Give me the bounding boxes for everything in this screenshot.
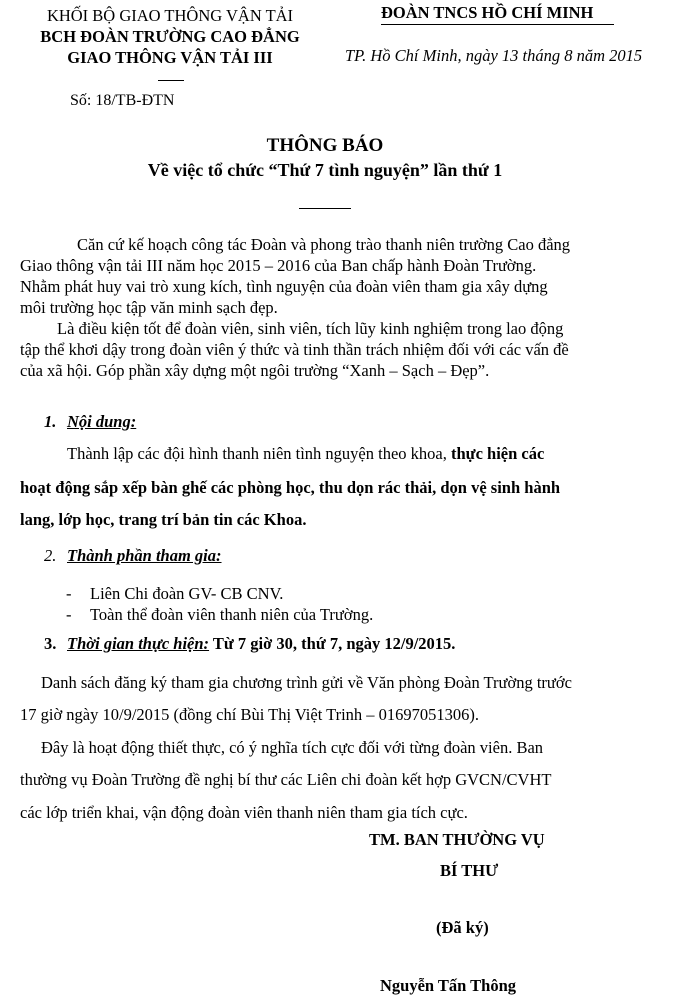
intro-p2-line: Là điều kiện tốt để đoàn viên, sinh viên, tích lũy kinh nghiệm trong lao động	[57, 319, 564, 338]
list-bullet: -	[66, 584, 72, 603]
section-1-line-2: hoạt động sắp xếp bàn ghế các phòng học, thu dọn rác thải, dọn vệ sinh hành	[20, 478, 561, 497]
closing-line-1: Đây là hoạt động thiết thực, có ý nghĩa tích cực đối với từng đoàn viên. Ban	[41, 738, 544, 757]
section-3-line	[67, 634, 455, 654]
section-1-emphasis: thực hiện các	[451, 444, 545, 463]
participant-item: Liên Chi đoàn GV- CB CNV.	[90, 584, 284, 603]
section-1-number: 1.	[44, 412, 57, 431]
signature-org: TM. BAN THƯỜNG VỤ	[369, 830, 545, 849]
place-date: TP. Hồ Chí Minh, ngày 13 tháng 8 năm 2015	[345, 46, 643, 65]
list-bullet: -	[66, 605, 72, 624]
section-1-text: Thành lập các đội hình thanh niên tình nguyện theo khoa,	[67, 444, 451, 463]
closing-line-3: các lớp triển khai, vận động đoàn viên thanh niên tham gia tích cực.	[20, 803, 468, 822]
union-name: ĐOÀN TNCS HỒ CHÍ MINH	[381, 3, 594, 22]
doc-number: Số: 18/TB-ĐTN	[70, 92, 175, 109]
signature-signed-note: (Đã ký)	[436, 918, 489, 937]
section-2-heading: Thành phần tham gia:	[67, 546, 222, 565]
org-name-line1: BCH ĐOÀN TRƯỜNG CAO ĐẲNG	[40, 27, 300, 46]
section-3-value: Từ 7 giờ 30, thứ 7, ngày 12/9/2015.	[209, 634, 456, 653]
section-1-line-1	[67, 444, 544, 464]
header-left	[20, 5, 320, 69]
intro-p2-line: tập thể khơi dậy trong đoàn viên ý thức và tinh thần trách nhiệm đối với các vấn đề	[20, 340, 569, 359]
union-name-underline	[381, 24, 614, 25]
closing-line-2: thường vụ Đoàn Trường đề nghị bí thư các Liên chi đoàn kết hợp GVCN/CVHT	[20, 770, 552, 789]
intro-p1-line: Căn cứ kế hoạch công tác Đoàn và phong trào thanh niên trường Cao đẳng	[77, 235, 571, 254]
header-left-divider	[158, 80, 184, 81]
section-3-number: 3.	[44, 634, 57, 653]
section-2-number: 2.	[44, 546, 57, 565]
signer-name: Nguyễn Tấn Thông	[380, 976, 517, 995]
ministry-name: KHỐI BỘ GIAO THÔNG VẬN TẢI	[46, 6, 294, 25]
notice-title: THÔNG BÁO	[266, 135, 384, 156]
section-1-heading: Nội dung:	[67, 412, 137, 431]
registration-line-1: Danh sách đăng ký tham gia chương trình gửi về Văn phòng Đoàn Trường trước	[41, 673, 572, 692]
notice-subtitle: Về việc tổ chức “Thứ 7 tình nguyện” lần thứ 1	[147, 160, 503, 180]
section-1-line-3: lang, lớp học, trang trí bản tin các Khoa.	[20, 510, 307, 529]
title-divider	[299, 208, 351, 209]
registration-line-2: 17 giờ ngày 10/9/2015 (đồng chí Bùi Thị Việt Trinh – 01697051306).	[20, 705, 480, 724]
org-name-line2: GIAO THÔNG VẬN TẢI III	[67, 48, 273, 67]
signature-role: BÍ THƯ	[440, 861, 499, 880]
intro-p1-line: Giao thông vận tải III năm học 2015 – 2016 của Ban chấp hành Đoàn Trường.	[20, 256, 537, 275]
intro-p2-line: của xã hội. Góp phần xây dựng một ngôi trường “Xanh – Sạch – Đẹp”.	[20, 361, 490, 380]
section-3-heading: Thời gian thực hiện:	[67, 634, 210, 653]
intro-p1-line: Nhằm phát huy vai trò xung kích, tình nguyện của đoàn viên tham gia xây dựng	[20, 277, 548, 296]
participant-item: Toàn thể đoàn viên thanh niên của Trường.	[90, 605, 374, 624]
intro-p1-line: môi trường học tập văn minh sạch đẹp.	[20, 298, 278, 317]
